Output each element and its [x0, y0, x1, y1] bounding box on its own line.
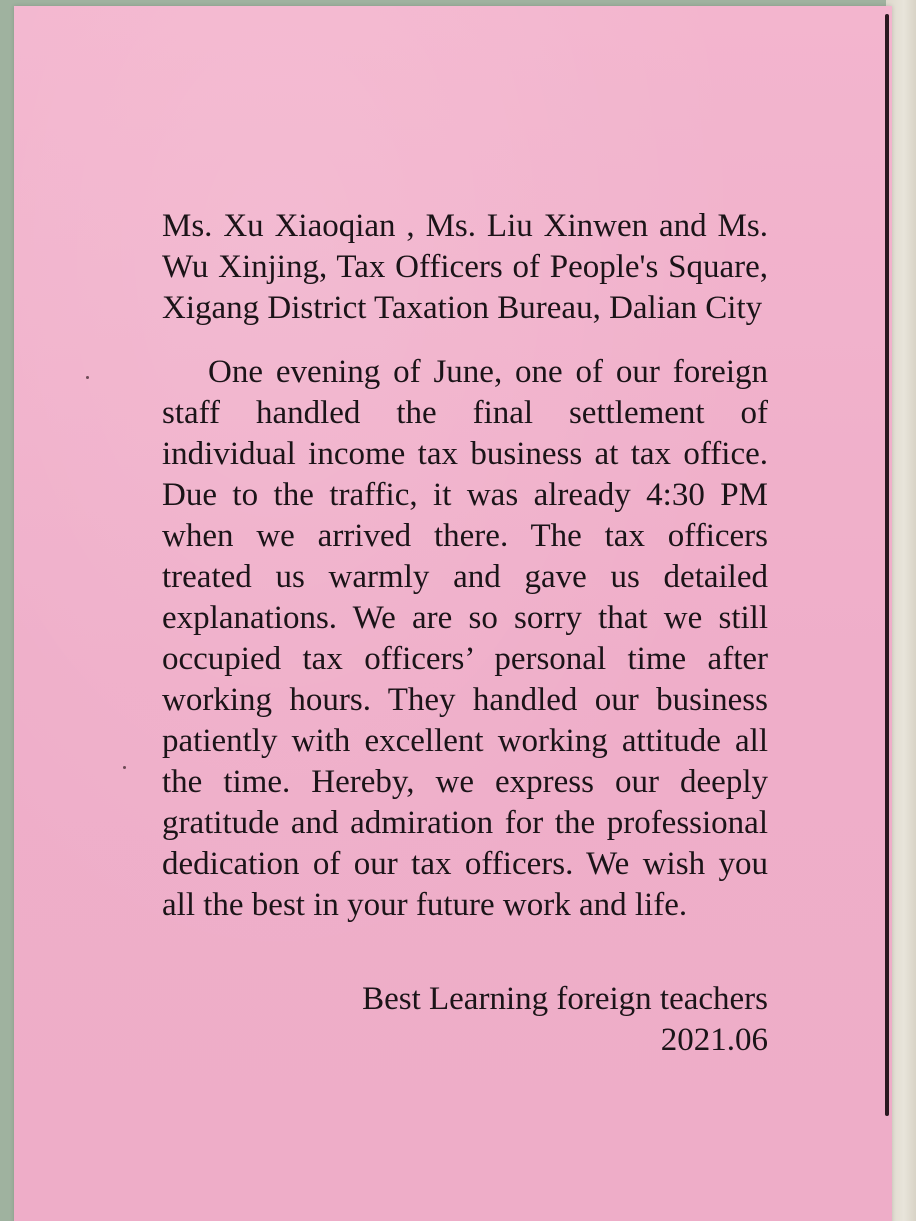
signature-date: 2021.06 [660, 1022, 768, 1058]
letter-signature [162, 979, 768, 1061]
paper-speck [123, 766, 126, 769]
binding-edge-line [885, 14, 889, 1116]
letter-addressee: Ms. Xu Xiaoqian , Ms. Liu Xinwen and Ms. Wu Xinjing, Tax Officers of People's Square, Xigang District Taxation Bureau, Dalian City [162, 208, 768, 326]
thank-you-letter [162, 206, 768, 1061]
signature-sender: Best Learning foreign teachers [362, 981, 768, 1017]
paper-speck [86, 376, 89, 379]
letter-body: One evening of June, one of our foreign staff handled the final settlement of individual income tax business at tax office. Due to the traffic, it was already 4:30 PM when we arrived there. The tax officers treated us warmly and gave us detailed explanations. We are so sorry that we still occupied tax officers’ personal time after working hours. They handled our business patiently with excellent working attitude all the time. Hereby, we express our deeply gratitude and admiration for the professional dedication of our tax officers. We wish you all the best in your future work and life. [162, 354, 768, 923]
